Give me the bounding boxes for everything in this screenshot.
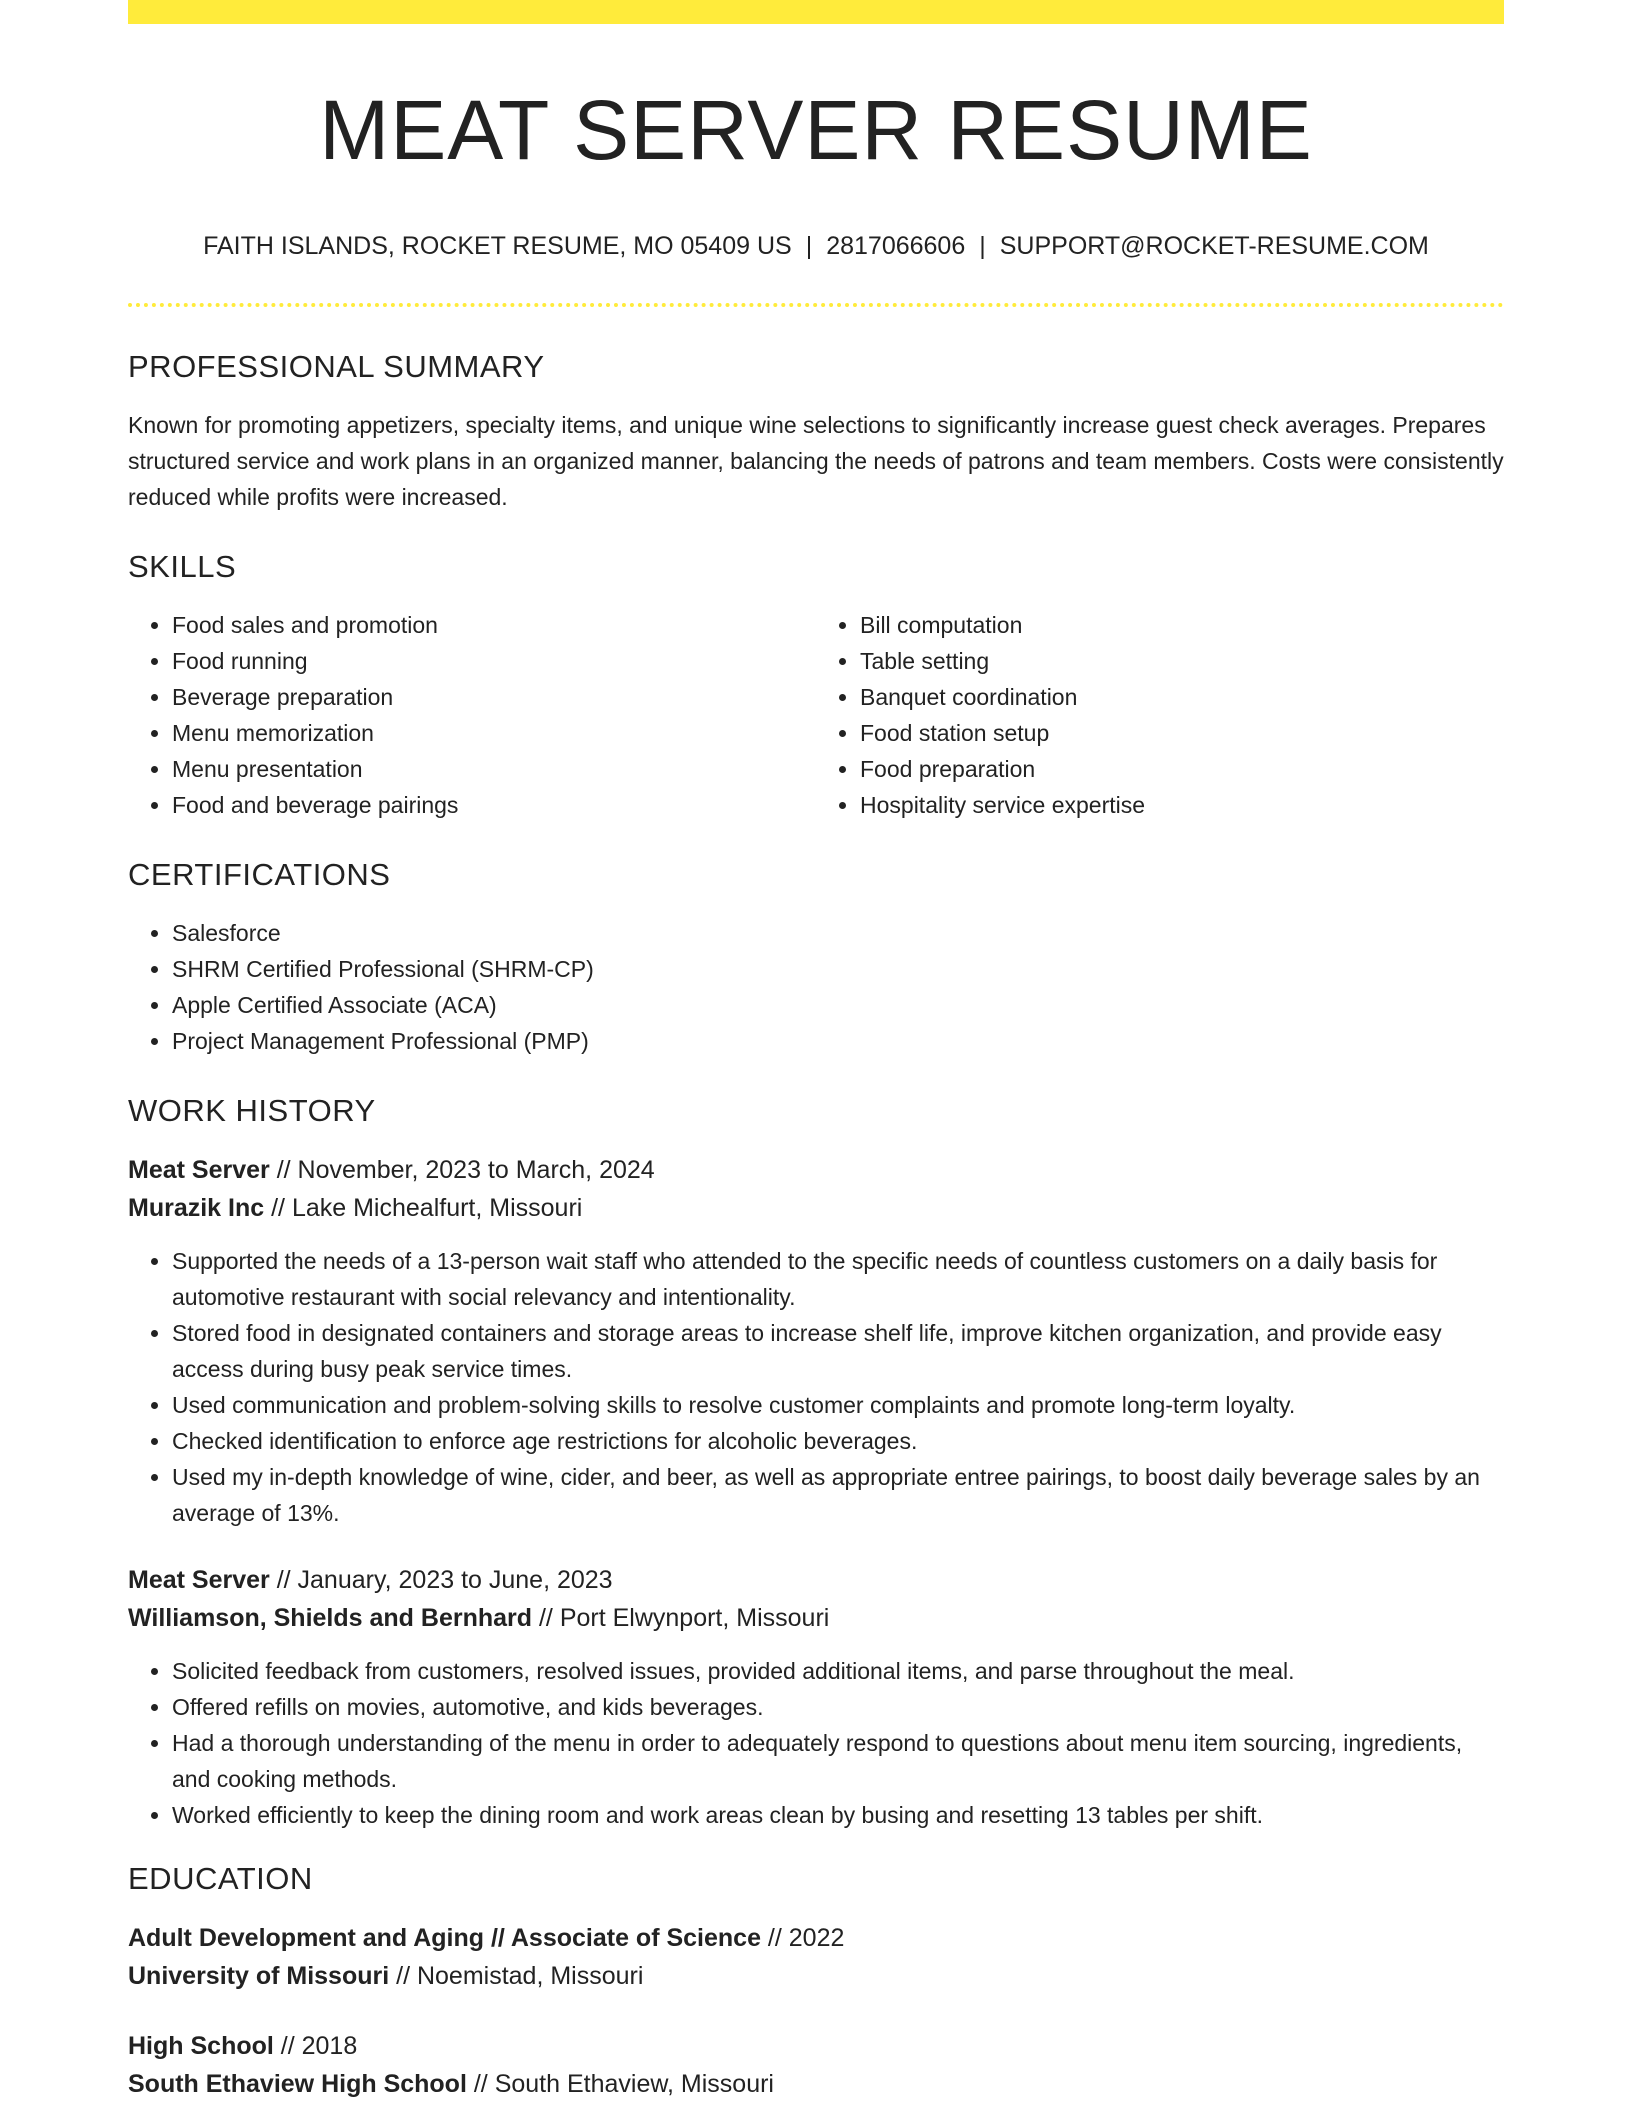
job-bullets: [128, 1653, 1504, 1833]
job-bullets: [128, 1243, 1504, 1531]
dotted-divider: [128, 303, 1504, 307]
contact-email: SUPPORT@ROCKET-RESUME.COM: [999, 232, 1429, 261]
skills-list-right: [816, 607, 1504, 823]
skill-item: • Food sales and promotion: [172, 607, 816, 643]
job-role: Meat Server: [128, 1156, 270, 1185]
job-bullet: • Checked identification to enforce age restrictions for alcoholic beverages.: [172, 1423, 1504, 1459]
education-degree: High School: [128, 2032, 274, 2061]
certifications-list: [128, 915, 1504, 1059]
contact-separator: |: [805, 232, 813, 261]
job-entry: [128, 1151, 1504, 1531]
job-bullet: • Worked efficiently to keep the dining room and work areas clean by busing and resetting 13 tables per shift.: [172, 1797, 1504, 1833]
resume-page: [128, 0, 1504, 2103]
education-degree-line: [128, 1919, 1504, 1957]
education-degree: Adult Development and Aging // Associate of Science: [128, 1924, 761, 1953]
job-role-line: [128, 1151, 1504, 1189]
section-title-skills: SKILLS: [128, 549, 237, 585]
skill-item: • Beverage preparation: [172, 679, 816, 715]
contact-separator: |: [979, 232, 986, 261]
education-school-line: [128, 2065, 1504, 2103]
job-bullet: • Used my in-depth knowledge of wine, cider, and beer, as well as appropriate entree pairings, to boost daily beverage sales by an average of 13%.: [172, 1459, 1504, 1531]
job-company: Williamson, Shields and Bernhard: [128, 1604, 533, 1633]
skills-grid: [128, 607, 1504, 823]
skill-item: • Food preparation: [860, 751, 1504, 787]
contact-address: FAITH ISLANDS, ROCKET RESUME, MO 05409 US: [203, 232, 792, 261]
education-location: // Noemistad, Missouri: [389, 1962, 644, 1991]
skill-item: • Banquet coordination: [860, 679, 1504, 715]
section-title-education: EDUCATION: [128, 1861, 313, 1897]
contact-phone: 2817066606: [826, 232, 966, 261]
education-year: // 2022: [760, 1924, 845, 1953]
job-entry: [128, 1561, 1504, 1833]
job-dates: // November, 2023 to March, 2024: [269, 1156, 655, 1185]
job-company-line: [128, 1189, 1504, 1227]
job-company: Murazik Inc: [128, 1194, 265, 1223]
job-dates: // January, 2023 to June, 2023: [269, 1566, 613, 1595]
accent-bar: [128, 0, 1504, 24]
skills-list-left: [128, 607, 816, 823]
job-bullet: • Offered refills on movies, automotive, and kids beverages.: [172, 1689, 1504, 1725]
certification-item: • Salesforce: [172, 915, 1504, 951]
skill-item: • Hospitality service expertise: [860, 787, 1504, 823]
job-location: // Lake Michealfurt, Missouri: [264, 1194, 583, 1223]
skill-item: • Menu presentation: [172, 751, 816, 787]
job-role-line: [128, 1561, 1504, 1599]
section-title-certifications: CERTIFICATIONS: [128, 857, 391, 893]
job-company-line: [128, 1599, 1504, 1637]
skill-item: • Menu memorization: [172, 715, 816, 751]
section-title-summary: PROFESSIONAL SUMMARY: [128, 349, 545, 385]
education-year: // 2018: [273, 2032, 358, 2061]
skill-item: • Bill computation: [860, 607, 1504, 643]
job-bullet: • Supported the needs of a 13-person wait staff who attended to the specific needs of countless customers on a daily basis for automotive restaurant with social relevancy and intentionality.: [172, 1243, 1504, 1315]
section-title-work-history: WORK HISTORY: [128, 1093, 376, 1129]
skill-item: • Table setting: [860, 643, 1504, 679]
certification-item: • Project Management Professional (PMP): [172, 1023, 1504, 1059]
job-bullet: • Solicited feedback from customers, resolved issues, provided additional items, and parse throughout the meal.: [172, 1653, 1504, 1689]
job-bullet: • Stored food in designated containers and storage areas to increase shelf life, improve kitchen organization, and provide easy access during busy peak service times.: [172, 1315, 1504, 1387]
summary-text: Known for promoting appetizers, specialty items, and unique wine selections to significantly increase guest check averages. Prepares structured service and work plans in an organized manner, balancing the needs of patrons and team members. Costs were consistently reduced while profits were increased.: [128, 412, 1504, 511]
education-entry: [128, 2027, 1504, 2103]
education-school: University of Missouri: [128, 1962, 390, 1991]
education-location: // South Ethaview, Missouri: [466, 2070, 774, 2099]
job-bullet: • Had a thorough understanding of the menu in order to adequately respond to questions about menu item sourcing, ingredients, and cooking methods.: [172, 1725, 1504, 1797]
skill-item: • Food and beverage pairings: [172, 787, 816, 823]
job-role: Meat Server: [128, 1566, 270, 1595]
skills-column-right: [816, 607, 1504, 823]
contact-line: [128, 232, 1504, 261]
resume-title: MEAT SERVER RESUME: [319, 83, 1313, 177]
education-degree-line: [128, 2027, 1504, 2065]
education-school: South Ethaview High School: [128, 2070, 467, 2099]
job-bullet: • Used communication and problem-solving skills to resolve customer complaints and promote long-term loyalty.: [172, 1387, 1504, 1423]
certification-item: • SHRM Certified Professional (SHRM-CP): [172, 951, 1504, 987]
education-school-line: [128, 1957, 1504, 1995]
skills-column-left: [128, 607, 816, 823]
job-location: // Port Elwynport, Missouri: [532, 1604, 830, 1633]
certification-item: • Apple Certified Associate (ACA): [172, 987, 1504, 1023]
skill-item: • Food running: [172, 643, 816, 679]
skill-item: • Food station setup: [860, 715, 1504, 751]
education-entry: [128, 1919, 1504, 1995]
